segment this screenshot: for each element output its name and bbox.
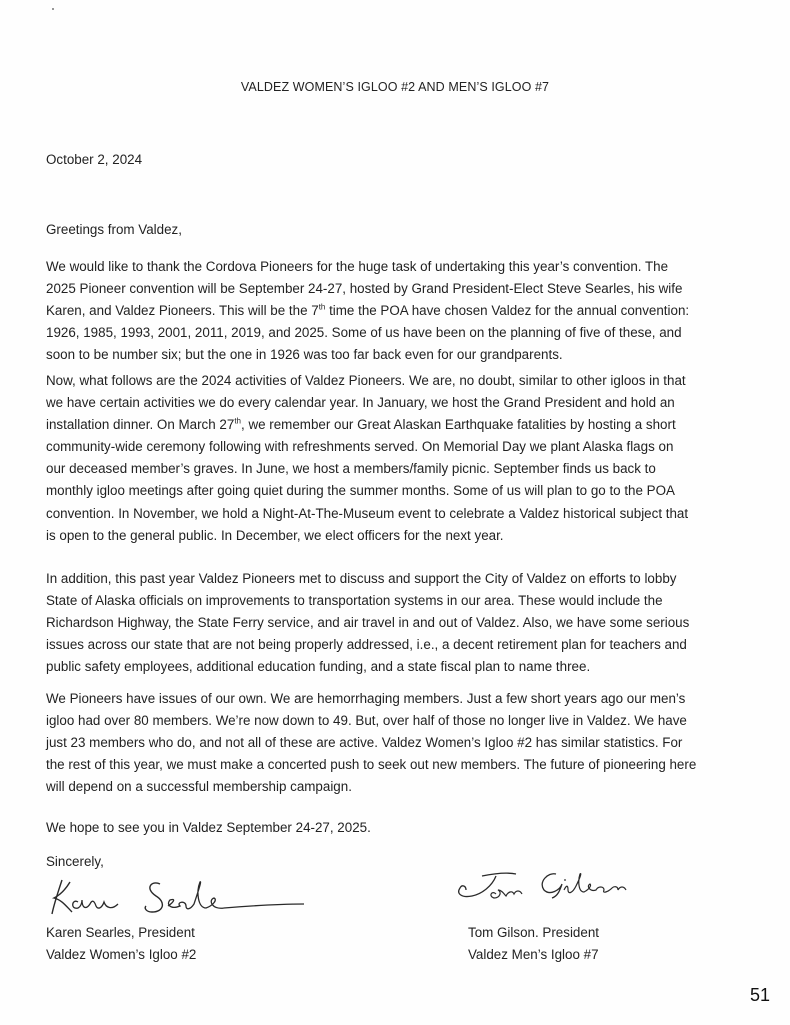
scan-speck: [52, 8, 54, 10]
signatory-name-tom: Tom Gilson. President: [468, 925, 599, 940]
signature-tom-gilson: [452, 868, 632, 912]
paragraph-line: We would like to thank the Cordova Pioneers for the huge task of undertaking this year’s convention. The: [46, 259, 669, 274]
paragraph-line: our deceased member’s graves. In June, we host a members/family picnic. September finds us back to: [46, 461, 656, 477]
paragraph-line: convention. In November, we hold a Night-At-The-Museum event to celebrate a Valdez historical subject that: [46, 505, 689, 521]
paragraph-line: we have certain activities we do every calendar year. In January, we host the Grand President and hold an: [46, 395, 675, 411]
paragraph-lobbying: [46, 568, 754, 678]
paragraph-line: soon to be number six; but the one in 1926 was too far back even for our grandparents.: [46, 347, 563, 363]
page-number: 51: [749, 985, 770, 1005]
paragraph-line: State of Alaska officials on improvements to transportation systems in our area. These would include the: [46, 593, 663, 609]
paragraph-line: Now, what follows are the 2024 activities of Valdez Pioneers. We are, no doubt, similar to other igloos in that: [46, 373, 686, 388]
paragraph-line: In addition, this past year Valdez Pioneers met to discuss and support the City of Valdez on efforts to lobby: [46, 571, 677, 586]
closing-line: We hope to see you in Valdez September 24-27, 2025.: [46, 820, 371, 835]
valediction: Sincerely,: [46, 854, 104, 869]
ordinal-superscript: th: [318, 302, 326, 312]
paragraph-line: 1926, 1985, 1993, 2001, 2011, 2019, and 2025. Some of us have been on the planning of five of these, and: [46, 325, 682, 341]
ordinal-superscript: th: [234, 416, 241, 426]
signatory-org-men-igloo: Valdez Men’s Igloo #7: [468, 947, 599, 962]
paragraph-line: the rest of this year, we must make a concerted push to seek out new members. The future of pioneering here: [46, 757, 697, 773]
letter-heading: VALDEZ WOMEN’S IGLOO #2 AND MEN’S IGLOO #7: [240, 80, 550, 94]
paragraph-line: installation dinner. On March 27th, we remember our Great Alaskan Earthquake fatalities by hosting a short: [46, 416, 676, 433]
letter-date: October 2, 2024: [46, 152, 143, 167]
paragraph-line: issues across our state that are not being properly addressed, i.e., a decent retirement plan for teachers and: [46, 637, 687, 653]
paragraph-line: 2025 Pioneer convention will be September 24-27, hosted by Grand President-Elect Steve Searles, his wife: [46, 281, 683, 297]
paragraph-line: public safety employees, additional education funding, and a state fiscal plan to name three.: [46, 659, 591, 675]
paragraph-line: will depend on a successful membership campaign.: [46, 779, 352, 795]
paragraph-line: just 23 members who do, and not all of these are active. Valdez Women’s Igloo #2 has similar statistics. For: [46, 735, 683, 751]
paragraph-line: monthly igloo meetings after going quiet during the summer months. Some of us will plan to go to the POA: [46, 483, 675, 499]
paragraph-line: community-wide ceremony following with refreshments served. On Memorial Day we plant Alaska flags on: [46, 439, 674, 455]
paragraph-convention: [46, 256, 754, 366]
signatory-name-karen: Karen Searles, President: [46, 925, 195, 940]
paragraph-line: Karen, and Valdez Pioneers. This will be the 7th time the POA have chosen Valdez for the annual convention:: [46, 302, 690, 319]
paragraph-line: Richardson Highway, the State Ferry service, and air travel in and out of Valdez. Also, we have some serious: [46, 615, 690, 631]
paragraph-line: We Pioneers have issues of our own. We are hemorrhaging members. Just a few short years ago our men’s: [46, 691, 686, 706]
paragraph-line: is open to the general public. In December, we elect officers for the next year.: [46, 527, 504, 543]
paragraph-line: igloo had over 80 members. We’re now down to 49. But, over half of those no longer live in Valdez. We have: [46, 713, 687, 729]
paragraph-activities: [46, 370, 754, 547]
paragraph-membership: [46, 688, 754, 798]
greeting: Greetings from Valdez,: [46, 222, 182, 237]
signature-karen-searles: [48, 872, 308, 920]
signatory-org-women-igloo: Valdez Women’s Igloo #2: [46, 947, 197, 962]
